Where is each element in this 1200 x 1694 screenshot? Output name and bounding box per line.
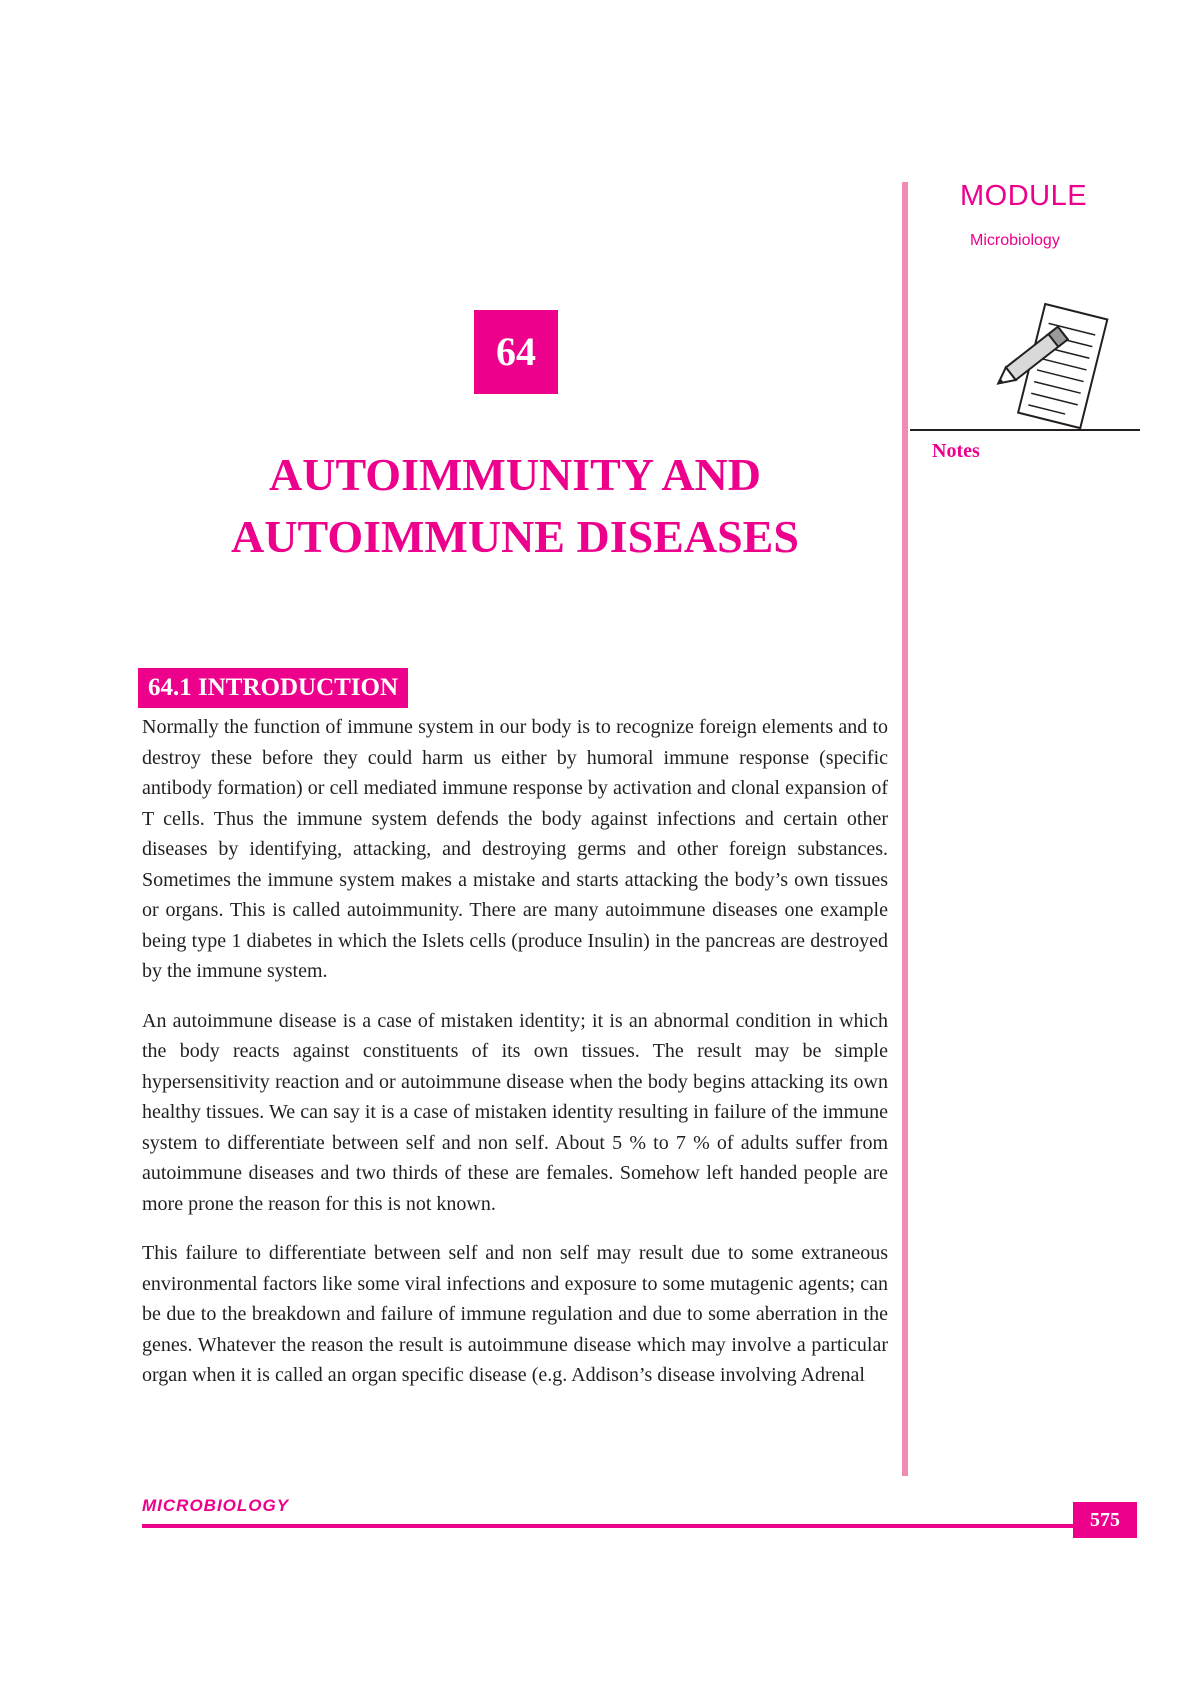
body-text: [142, 712, 888, 1410]
chapter-title: [100, 444, 930, 568]
module-label: MODULE: [960, 180, 1088, 212]
footer-rule: [142, 1524, 1073, 1528]
footer-subject: MICROBIOLOGY: [142, 1496, 290, 1515]
sidebar-vertical-rule: [902, 182, 908, 1476]
paragraph-3: This failure to differentiate between self and non self may result due to some extraneous environmental factors like some viral infections and exposure to some mutagenic agents; can be due to the breakdown and failure of immune regulation and due to some aberration in the genes. Whatever the reason the result is autoimmune disease which may involve a particular organ when it is called an organ specific disease (e.g. Addison’s disease involving Adrenal: [142, 1242, 888, 1386]
notes-divider: [910, 429, 1140, 431]
page-number: 575: [1073, 1502, 1137, 1538]
module-subject: Microbiology: [970, 232, 1060, 249]
paragraph-2: An autoimmune disease is a case of mistaken identity; it is an abnormal condition in which the body reacts against constituents of its own tissues. The result may be simple hypersensitivity reaction and or autoimmune disease when the body begins attacking its own healthy tissues. We can say it is a case of mistaken identity resulting in failure of the immune system to differentiate between self and non self. About 5 % to 7 % of adults suffer from autoimmune diseases and two thirds of these are females. Somehow left handed people are more prone the reason for this is not known.: [142, 1009, 888, 1215]
paragraph-1: Normally the function of immune system in our body is to recognize foreign elements and to destroy these before they could harm us either by humoral immune response (specific antibody formation) or cell mediated immune response by activation and clonal expansion of T cells. Thus the immune system defends the body against infections and certain other diseases by identifying, attacking, and destroying germs and other foreign substances. Sometimes the immune system makes a mistake and starts attacking the body’s own tissues or organs. This is called autoimmunity. There are many autoimmune diseases one example being type 1 diabetes in which the Islets cells (produce Insulin) in the pancreas are destroyed by the immune system.: [142, 716, 888, 982]
notes-label: Notes: [932, 440, 980, 462]
chapter-title-line-2: AUTOIMMUNE DISEASES: [231, 511, 799, 562]
chapter-number: 64: [474, 310, 558, 394]
chapter-title-line-1: AUTOIMMUNITY AND: [269, 449, 761, 500]
section-heading: 64.1 INTRODUCTION: [138, 668, 408, 708]
